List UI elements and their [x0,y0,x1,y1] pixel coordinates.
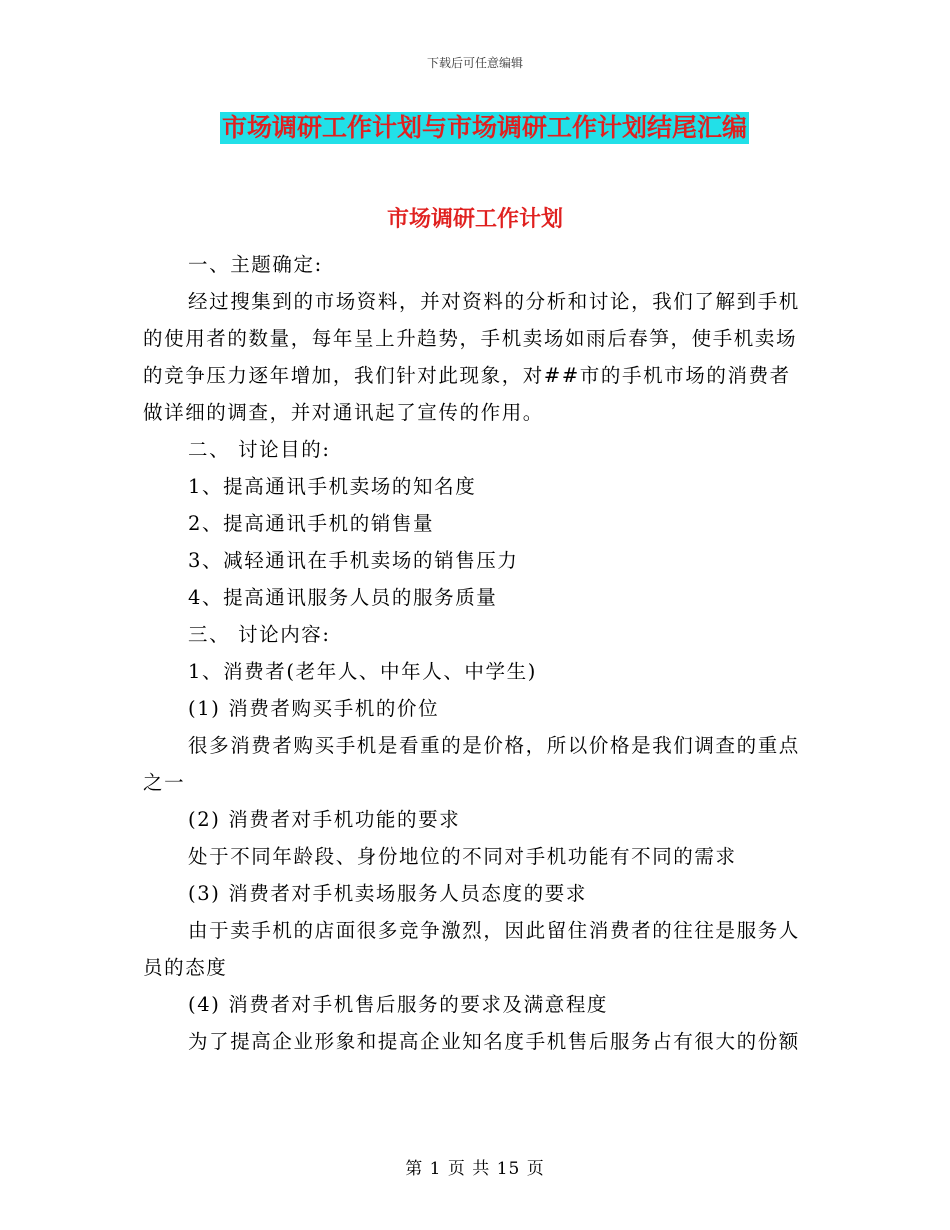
heading-topic: 一、主题确定: [188,253,323,276]
sub-item: (3) 消费者对手机卖场服务人员态度的要求 [188,882,587,905]
paragraph-background: 经过搜集到的市场资料，并对资料的分析和讨论，我们了解到手机的使用者的数量，每年呈上升趋势，手机卖场如雨后春笋，使手机卖场的竞争压力逐年增加，我们针对此现象，对##市的手机市场的消费者做详细的调查，并对通讯起了宣传的作用。 [143,290,800,424]
main-title: 市场调研工作计划与市场调研工作计划结尾汇编 [222,113,748,142]
paragraph: 处于不同年龄段、身份地位的不同对手机功能有不同的需求 [188,845,737,868]
list-item: 4、提高通讯服务人员的服务质量 [188,586,498,609]
sub-item: (4) 消费者对手机售后服务的要求及满意程度 [188,993,609,1016]
list-item: 1、提高通讯手机卖场的知名度 [188,475,477,498]
list-item: 2、提高通讯手机的销售量 [188,512,435,535]
page-number: 第 1 页 共 15 页 [405,1159,545,1179]
sub-item: (2) 消费者对手机功能的要求 [188,808,461,831]
paragraph: 由于卖手机的店面很多竞争激烈，因此留住消费者的往往是服务人员的态度 [143,919,800,979]
list-item: 3、减轻通讯在手机卖场的销售压力 [188,549,519,572]
paragraph: 很多消费者购买手机是看重的是价格，所以价格是我们调查的重点之一 [143,734,800,794]
header-note: 下载后可任意编辑 [426,56,523,70]
section-title: 市场调研工作计划 [386,207,563,232]
list-item: 1、消费者(老年人、中年人、中学生) [188,660,537,683]
paragraph: 为了提高企业形象和提高企业知名度手机售后服务占有很大的份额 [188,1030,800,1053]
sub-item: (1) 消费者购买手机的价位 [188,697,440,720]
heading-content: 三、 讨论内容: [188,623,331,646]
document-body [143,246,803,1060]
heading-purpose: 二、 讨论目的: [188,438,331,461]
